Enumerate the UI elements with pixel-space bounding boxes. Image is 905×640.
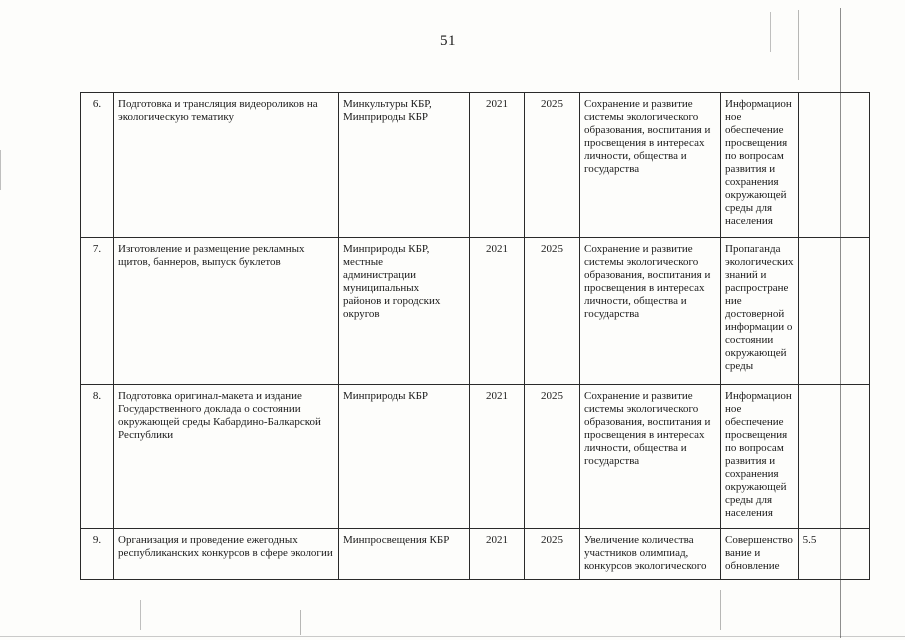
table-row — [81, 529, 870, 580]
executor-cell — [339, 93, 470, 238]
year-end: 2025 — [541, 98, 563, 110]
year-end: 2025 — [541, 534, 563, 546]
table-row — [81, 93, 870, 238]
measure-name: Подготовка оригинал-макета и издание Государственного доклада о состоянии окружающей среды Кабардино-Балкарской Республики — [118, 390, 321, 441]
task-text: Информацион ное обеспечение просвещения по вопросам развития и сохранения окружающей среды для населения — [725, 390, 792, 519]
expected-result-cell — [580, 93, 721, 238]
scan-artifact — [0, 636, 905, 637]
year-end-cell — [525, 529, 580, 580]
table-row — [81, 385, 870, 529]
row-number: 6. — [92, 98, 102, 110]
year-start-cell — [470, 93, 525, 238]
scan-artifact — [300, 610, 301, 635]
year-start: 2021 — [486, 390, 508, 402]
scan-artifact — [720, 590, 721, 630]
task-text: Пропаганда экологических знаний и распростране ние достоверной информации о состоянии окружающей среды — [725, 243, 794, 372]
expected-result-cell — [580, 385, 721, 529]
measure-name: Подготовка и трансляция видеороликов на экологическую тематику — [118, 98, 318, 123]
row-number-cell — [81, 385, 114, 529]
row-number-cell — [81, 238, 114, 385]
year-start-cell — [470, 238, 525, 385]
year-start: 2021 — [486, 98, 508, 110]
measure-name-cell — [114, 385, 339, 529]
indicator-cell — [798, 529, 869, 580]
year-end-cell — [525, 93, 580, 238]
task-cell — [721, 385, 799, 529]
measures-table — [80, 92, 870, 580]
indicator-cell — [798, 238, 869, 385]
year-start-cell — [470, 529, 525, 580]
scan-artifact — [840, 8, 841, 638]
indicator: 5.5 — [802, 534, 817, 546]
year-start: 2021 — [486, 534, 508, 546]
indicator-cell — [798, 385, 869, 529]
year-end: 2025 — [541, 243, 563, 255]
scan-artifact — [0, 150, 1, 190]
executor-cell — [339, 238, 470, 385]
executor: Минпросвещения КБР — [343, 534, 450, 546]
indicator-cell — [798, 93, 869, 238]
expected-result-cell — [580, 529, 721, 580]
row-number-cell — [81, 93, 114, 238]
executor: Минприроды КБР — [343, 390, 429, 402]
measure-name: Организация и проведение ежегодных республиканских конкурсов в сфере экологии — [118, 534, 333, 559]
row-number-cell — [81, 529, 114, 580]
expected-result-cell — [580, 238, 721, 385]
measure-name: Изготовление и размещение рекламных щитов, баннеров, выпуск буклетов — [118, 243, 305, 268]
row-number: 8. — [92, 390, 102, 402]
page-number: 51 — [440, 33, 456, 49]
scan-artifact — [798, 10, 799, 80]
scan-artifact — [770, 12, 771, 52]
executor-cell — [339, 385, 470, 529]
year-end-cell — [525, 238, 580, 385]
row-number: 9. — [92, 534, 102, 546]
measure-name-cell — [114, 93, 339, 238]
executor: Минкультуры КБР, Минприроды КБР — [343, 98, 432, 123]
measure-name-cell — [114, 529, 339, 580]
executor-cell — [339, 529, 470, 580]
expected-result: Увеличение количества участников олимпиад, конкурсов экологического — [584, 534, 707, 572]
task-text: Совершенство вание и обновление — [725, 534, 793, 572]
task-cell — [721, 529, 799, 580]
year-start: 2021 — [486, 243, 508, 255]
task-cell — [721, 93, 799, 238]
year-end-cell — [525, 385, 580, 529]
row-number: 7. — [92, 243, 102, 255]
year-start-cell — [470, 385, 525, 529]
scan-artifact — [140, 600, 141, 630]
executor: Минприроды КБР, местные администрации муниципальных районов и городских округов — [343, 243, 441, 320]
expected-result: Сохранение и развитие системы экологического образования, воспитания и просвещения в интересах личности, общества и государства — [584, 390, 711, 467]
expected-result: Сохранение и развитие системы экологического образования, воспитания и просвещения в интересах личности, общества и государства — [584, 243, 711, 320]
measure-name-cell — [114, 238, 339, 385]
table-row — [81, 238, 870, 385]
task-cell — [721, 238, 799, 385]
task-text: Информацион ное обеспечение просвещения по вопросам развития и сохранения окружающей среды для населения — [725, 98, 792, 227]
expected-result: Сохранение и развитие системы экологического образования, воспитания и просвещения в интересах личности, общества и государства — [584, 98, 711, 175]
year-end: 2025 — [541, 390, 563, 402]
